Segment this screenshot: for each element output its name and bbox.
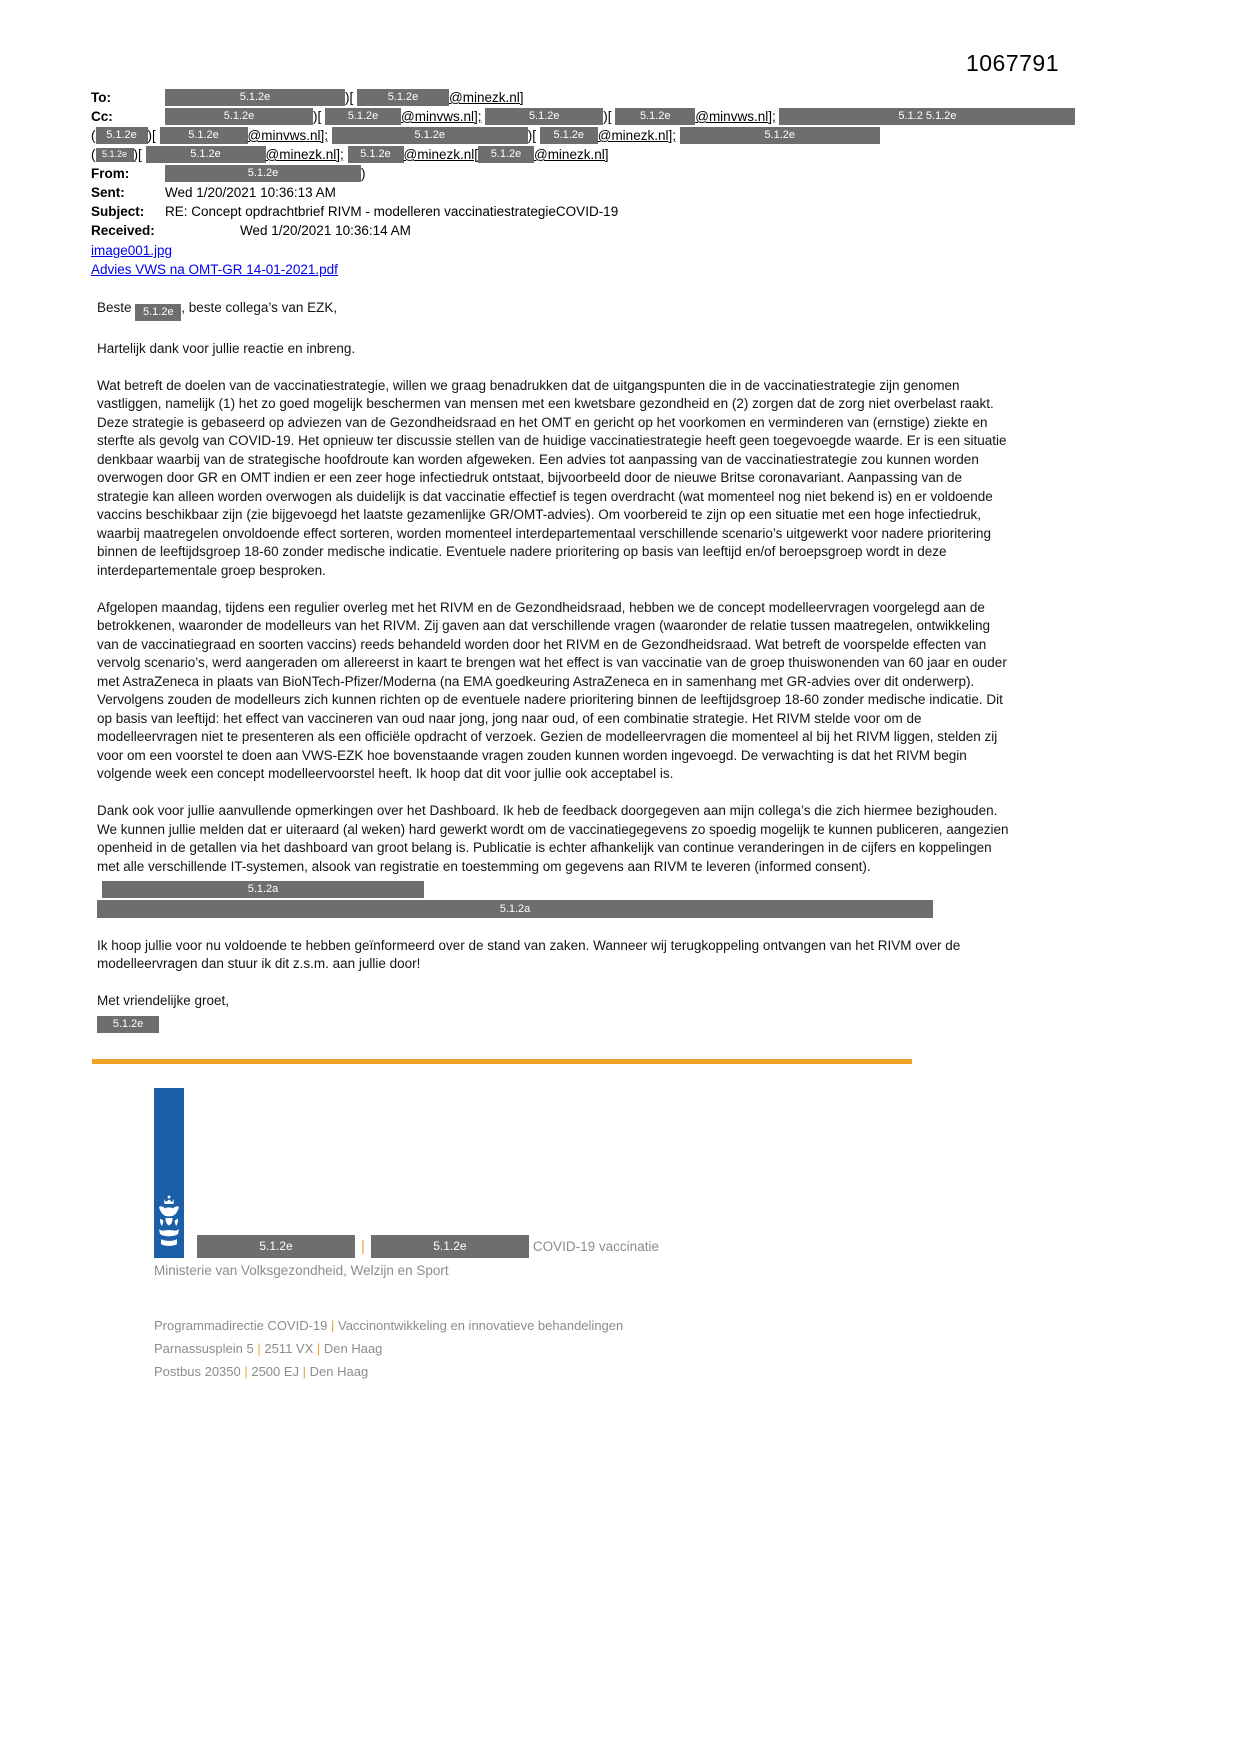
header-text-fragment: )[ [313,109,325,124]
logo-row [154,1088,1131,1258]
footer-text-fragment: Den Haag [323,1340,383,1356]
document-number: 1067791 [965,50,1059,76]
closing-line: Met vriendelijke groet, [97,993,230,1008]
email-header [91,88,1131,240]
email-address-fragment: @minvws.nl]; [401,109,482,124]
paragraph-dashboard-text: Dank ook voor jullie aanvullende opmerkingen over het Dashboard. Ik heb de feedback doorgegeven aan mijn collega’s die zich hiermee bezighouden. We kunnen jullie melden dat er uiteraard (al weken) hard gewerkt wordt om de vaccinatiegegevens zo spoedig mogelijk te kunnen publiceren, aangezien openheid in de getallen via het dashboard van groot belang is. Publicatie is echter afhankelijk van continue veranderingen in de cijfers en koppelingen met alle verschillende IT-systemen, alsook van registratie en toestemming om gegevens aan RIVM te leveren (informed consent). [97,803,1009,874]
redaction-box: 5.1.2e [485,108,603,125]
footer-text-fragment: Den Haag [309,1363,369,1379]
postbus-line [154,1360,1131,1383]
cc-value-line2 [91,127,880,144]
redaction-box: 5.1.2e [165,108,313,125]
redaction-box: 5.1.2e [165,89,345,106]
email-address-fragment: @minezk.nl[ [403,147,478,162]
header-row-from [91,164,1131,183]
separator-pipe: | [361,1237,365,1255]
redaction-box: 5.1.2e [540,127,598,144]
redaction-box: 5.1.2e [146,146,266,163]
header-text-fragment: )[ [133,147,146,162]
email-body [91,299,1013,1033]
redaction-bar-block: 5.1.2a [97,900,933,918]
redaction-box: 5.1.2e [615,108,695,125]
from-label: From: [91,166,130,181]
signature-footer [91,1088,1131,1383]
header-row-received [91,221,1131,240]
redaction-box-sender-name: 5.1.2e [197,1235,355,1258]
paragraph-thanks: Hartelijk dank voor jullie reactie en inbreng. [97,340,356,356]
role-suffix: COVID-19 vaccinatie [532,1238,659,1254]
from-value [165,165,366,182]
separator-pipe: | [240,1363,252,1379]
redaction-box: 5.1.2 5.1.2e [779,108,1075,125]
redaction-box: 5.1.2e [96,148,134,162]
footer-text-fragment: Postbus 20350 [154,1363,241,1379]
redaction-box: 5.1.2e [165,165,361,182]
header-row-cc-continued-2 [91,145,1131,164]
header-text-fragment: )[ [345,90,357,105]
email-address-fragment: @minezk.nl]; [597,128,676,143]
attachment-list [91,241,1131,279]
ministry-line: Ministerie van Volksgezondheid, Welzijn en Sport [154,1262,449,1278]
attachment-link-advies-pdf[interactable]: Advies VWS na OMT-GR 14-01-2021.pdf [91,262,338,277]
footer-text-fragment: 2500 EJ [251,1363,300,1379]
email-address-fragment: @minezk.nl]; [265,147,344,162]
to-value [165,89,523,106]
to-label: To: [91,90,111,105]
department-line [154,1314,1131,1337]
sent-label: Sent: [91,185,125,200]
received-value: Wed 1/20/2021 10:36:14 AM [240,223,411,238]
address-line [154,1337,1131,1360]
redaction-box-sender-role: 5.1.2e [371,1235,529,1258]
coat-of-arms-icon [157,1195,181,1253]
header-text-fragment: )[ [527,128,540,143]
header-row-cc-continued-1 [91,126,1131,145]
greeting-suffix: , beste collega’s van EZK, [181,300,338,315]
header-row-to [91,88,1131,107]
redaction-box: 5.1.2e [680,127,880,144]
cc-value-line1 [165,108,1075,125]
sender-identity-row [197,1235,659,1258]
separator-pipe: | [313,1340,324,1356]
cc-label: Cc: [91,109,113,124]
redaction-box-signature: 5.1.2e [97,1016,159,1033]
email-address-fragment: @minezk.nl] [533,147,609,162]
separator-pipe: | [253,1340,265,1356]
footer-text-fragment: 2511 VX [264,1340,314,1356]
header-text-fragment: ) [361,166,366,181]
separator-pipe: | [327,1317,338,1333]
email-address-fragment: @minvws.nl]; [695,109,776,124]
header-text-fragment: ( [91,128,96,143]
greeting-line [97,299,1013,321]
footer-text-fragment: Vaccinontwikkeling en innovatieve behandelingen [338,1317,624,1333]
header-text-fragment: )[ [147,128,160,143]
redaction-box: 5.1.2e [357,89,449,106]
header-text-fragment: ( [91,147,96,162]
paragraph-strategy: Wat betreft de doelen van de vaccinatiestrategie, willen we graag benadrukken dat de uitgangspunten die in de vaccinatiestrategie zijn genomen vastliggen, namelijk (1) het zo goed mogelijk beschermen van mensen met een kwetsbare gezondheid en (2) zorgen dat de zorg niet overbelast raakt. Deze strategie is gebaseerd op adviezen van de Gezondheidsraad en het OMT en gericht op het voorkomen en verminderen van (ernstige) ziekte en sterfte als gevolg van COVID-19. Het opnieuw ter discussie stellen van de huidige vaccinatiestrategie heeft geen toegevoegde waarde. Er is een situatie denkbaar waarbij van de strategische hoofdroute kan worden afgeweken. Een advies tot aanpassing van de vaccinatiestrategie zou kunnen worden overwogen door GR en OMT indien er een zeer hoge infectiedruk ontstaat, bijvoorbeeld door de nieuwe Britse coronavariant. Aanpassing van de strategie kan alleen worden overwogen als duidelijk is dat vaccinatie effectief is tegen overdracht (wat momenteel nog niet bekend is) en er voldoende vaccins beschikbaar zijn (zie bijgevoegd het laatste gezamenlijke GR/OMT-advies). Om voorbereid te zijn op een situatie met een hoge infectiedruk, waarbij maatregelen onvoldoende effect sorteren, worden momenteel interdepartementaal verschillende scenario’s uitgewerkt voor nadere prioritering binnen de leeftijdsgroep 18-60 zonder medische indicatie. Eventuele nadere prioritering op basis van leeftijd en/of beroepsgroep wordt in deze interdepartementale groep besproken. [97,377,1007,578]
sent-value: Wed 1/20/2021 10:36:13 AM [165,185,336,200]
header-row-sent [91,183,1131,202]
header-row-subject [91,202,1131,221]
redaction-box: 5.1.2e [325,108,401,125]
received-label: Received: [91,223,155,238]
orange-divider [92,1059,912,1064]
department-block [154,1314,1131,1383]
footer-text-fragment: Programmadirectie COVID-19 [154,1317,328,1333]
paragraph-rivm-overleg: Afgelopen maandag, tijdens een regulier overleg met het RIVM en de Gezondheidsraad, hebben we de concept modelleervragen voorgelegd aan de betrokkenen, waaronder de modelleurs van het RIVM. Zij gaven aan dat verschillende vragen (waaronder de relatie tussen maatregelen, ontwikkeling van de vaccinatiegraad en soorten vaccins) reeds behandeld worden door het RIVM en de Gezondheidsraad. Wat betreft de voorspelde effecten van vervolg scenario’s, werd aangeraden om allereerst in kaart te brengen wat het effect is van vaccinatie van de groep thuiswonenden van 60 jaar en ouder met AstraZeneca in plaats van BioNTech-Pfizer/Moderna (na EMA goedkeuring AstraZeneca en in samenhang met GR-advies over dit onderwerp). Vervolgens zouden de modelleurs zich kunnen richten op de eventuele nadere prioritering binnen de leeftijdsgroep 18-60 zonder medische indicatie. Dit op basis van leeftijd: het effect van vaccineren van oud naar jong, jong naar oud, of een combinatie strategie. Het RIVM stelde voor om de modelleervragen niet te presenteren als een officiële opdracht of verzoek. Gezien de modelleervragen die momenteel al bij het RIVM liggen, stelden zij voor om een voorstel te doen aan VWS-EZK hoe bovenstaande vragen zouden kunnen worden ingevoegd. De verwachting is dat het RIVM begin volgende week een concept modelleervoorstel heeft. Ik hoop dat dit voor jullie ook acceptabel is. [97,599,1007,781]
redaction-box: 5.1.2e [160,127,248,144]
paragraph-wrapup: Ik hoop jullie voor nu voldoende te hebben geïnformeerd over de stand van zaken. Wanneer wij terugkoppeling ontvangen van het RIVM over de modelleervragen dan stuur ik dit z.s.m. aan jullie door! [97,937,961,971]
redaction-box: 5.1.2e [478,146,534,163]
email-address-fragment: @minvws.nl]; [247,128,328,143]
footer-text-fragment: Parnassusplein 5 [154,1340,254,1356]
redaction-box-greeting: 5.1.2e [135,304,181,321]
cc-value-line3 [91,146,608,163]
attachment-link-image001[interactable]: image001.jpg [91,243,173,258]
header-text-fragment: )[ [603,109,616,124]
redaction-box: 5.1.2e [96,127,148,144]
separator-pipe: | [299,1363,310,1379]
redaction-bar-inline: 5.1.2a [102,881,424,898]
redaction-box: 5.1.2e [332,127,528,144]
email-address-fragment: @minezk.nl] [449,90,524,105]
redaction-box: 5.1.2e [348,146,404,163]
subject-value: RE: Concept opdrachtbrief RIVM - modelleren vaccinatiestrategieCOVID-19 [165,204,619,219]
header-row-cc [91,107,1131,126]
greeting-prefix: Beste [97,300,136,315]
paragraph-dashboard [97,802,1013,918]
rijksoverheid-logo [154,1088,184,1258]
subject-label: Subject: [91,204,145,219]
